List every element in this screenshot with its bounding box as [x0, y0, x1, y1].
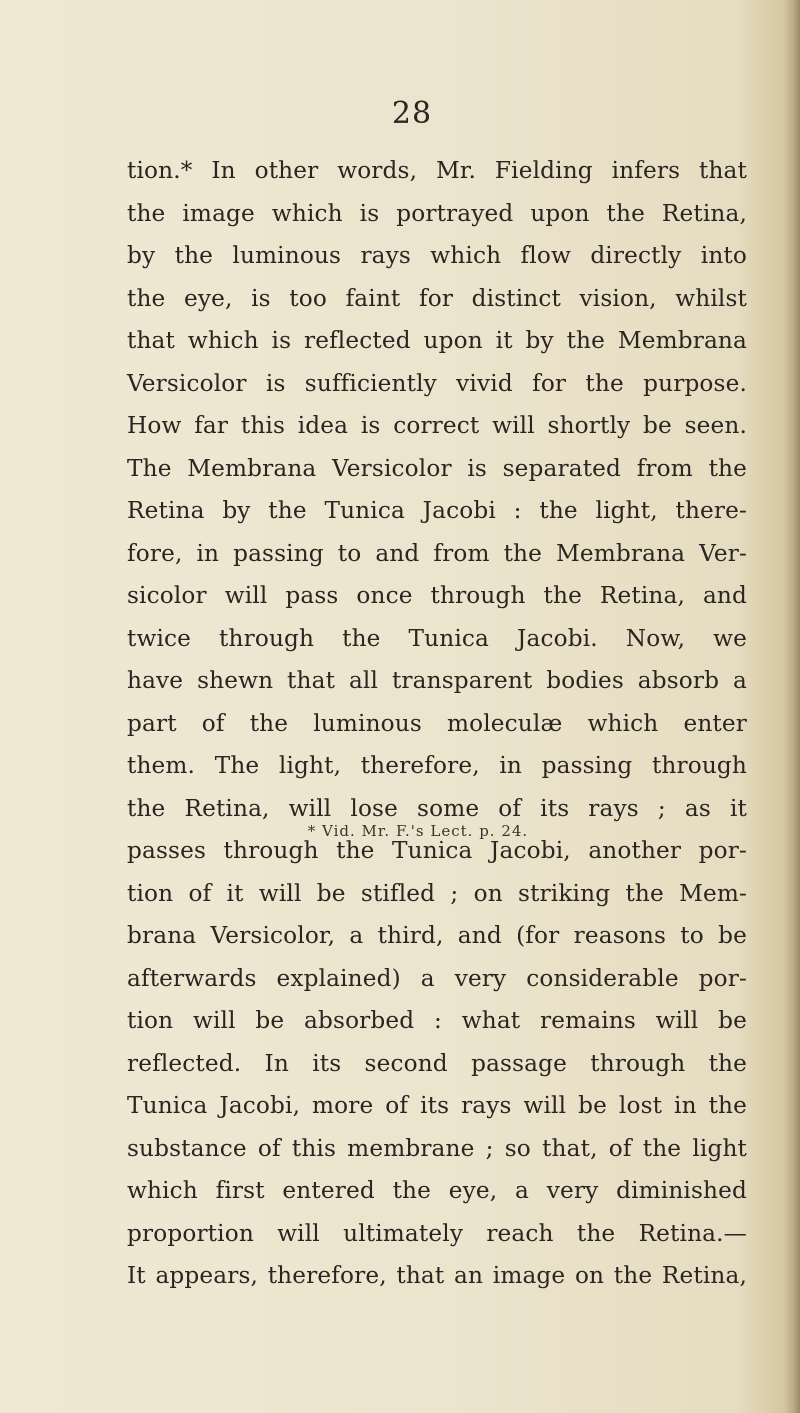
text-line: passes through the Tunica Jacobi, another por-: [127, 837, 747, 864]
text-line: the eye, is too faint for distinct vision, whilst: [127, 284, 747, 312]
text-line: Retina by the Tunica Jacobi : the light, there-: [127, 497, 747, 524]
text-line: which first entered the eye, a very diminished: [127, 1177, 747, 1204]
page-edge-shadow: [784, 0, 800, 1413]
text-line: How far this idea is correct will shortly be seen.: [127, 412, 747, 439]
body-text: [127, 150, 747, 1298]
text-line: tion of it will be stifled ; on striking the Mem-: [127, 879, 747, 907]
text-line: that which is reflected upon it by the Membrana: [127, 327, 747, 354]
text-line: part of the luminous moleculæ which enter: [127, 709, 747, 737]
text-line: substance of this membrane ; so that, of the light: [127, 1134, 747, 1162]
text-line: twice through the Tunica Jacobi. Now, we: [127, 624, 747, 652]
text-line: have shewn that all transparent bodies absorb a: [127, 667, 747, 694]
text-line: sicolor will pass once through the Retina, and: [127, 582, 747, 609]
text-line: the image which is portrayed upon the Retina,: [127, 199, 747, 227]
footnote: * Vid. Mr. F.'s Lect. p. 24.: [307, 822, 529, 840]
text-line: fore, in passing to and from the Membrana Ver-: [127, 539, 747, 567]
text-line: Versicolor is sufficiently vivid for the purpose.: [127, 369, 747, 397]
text-line: reflected. In its second passage through the: [127, 1049, 747, 1077]
page-number: 28: [391, 96, 433, 131]
text-line: them. The light, therefore, in passing through: [127, 752, 747, 779]
text-line: It appears, therefore, that an image on the Retina,: [127, 1262, 747, 1289]
text-line: The Membrana Versicolor is separated from the: [127, 454, 747, 482]
text-line: by the luminous rays which flow directly into: [127, 242, 747, 269]
text-line: proportion will ultimately reach the Retina.—: [127, 1219, 747, 1247]
text-line: Tunica Jacobi, more of its rays will be lost in the: [127, 1092, 747, 1119]
text-line: afterwards explained) a very considerable por-: [127, 964, 747, 992]
text-line: tion will be absorbed : what remains will be: [127, 1007, 747, 1034]
text-line: the Retina, will lose some of its rays ; as it: [127, 794, 747, 822]
text-line: tion.* In other words, Mr. Fielding infers that: [127, 157, 747, 184]
text-line: brana Versicolor, a third, and (for reasons to be: [127, 922, 747, 949]
